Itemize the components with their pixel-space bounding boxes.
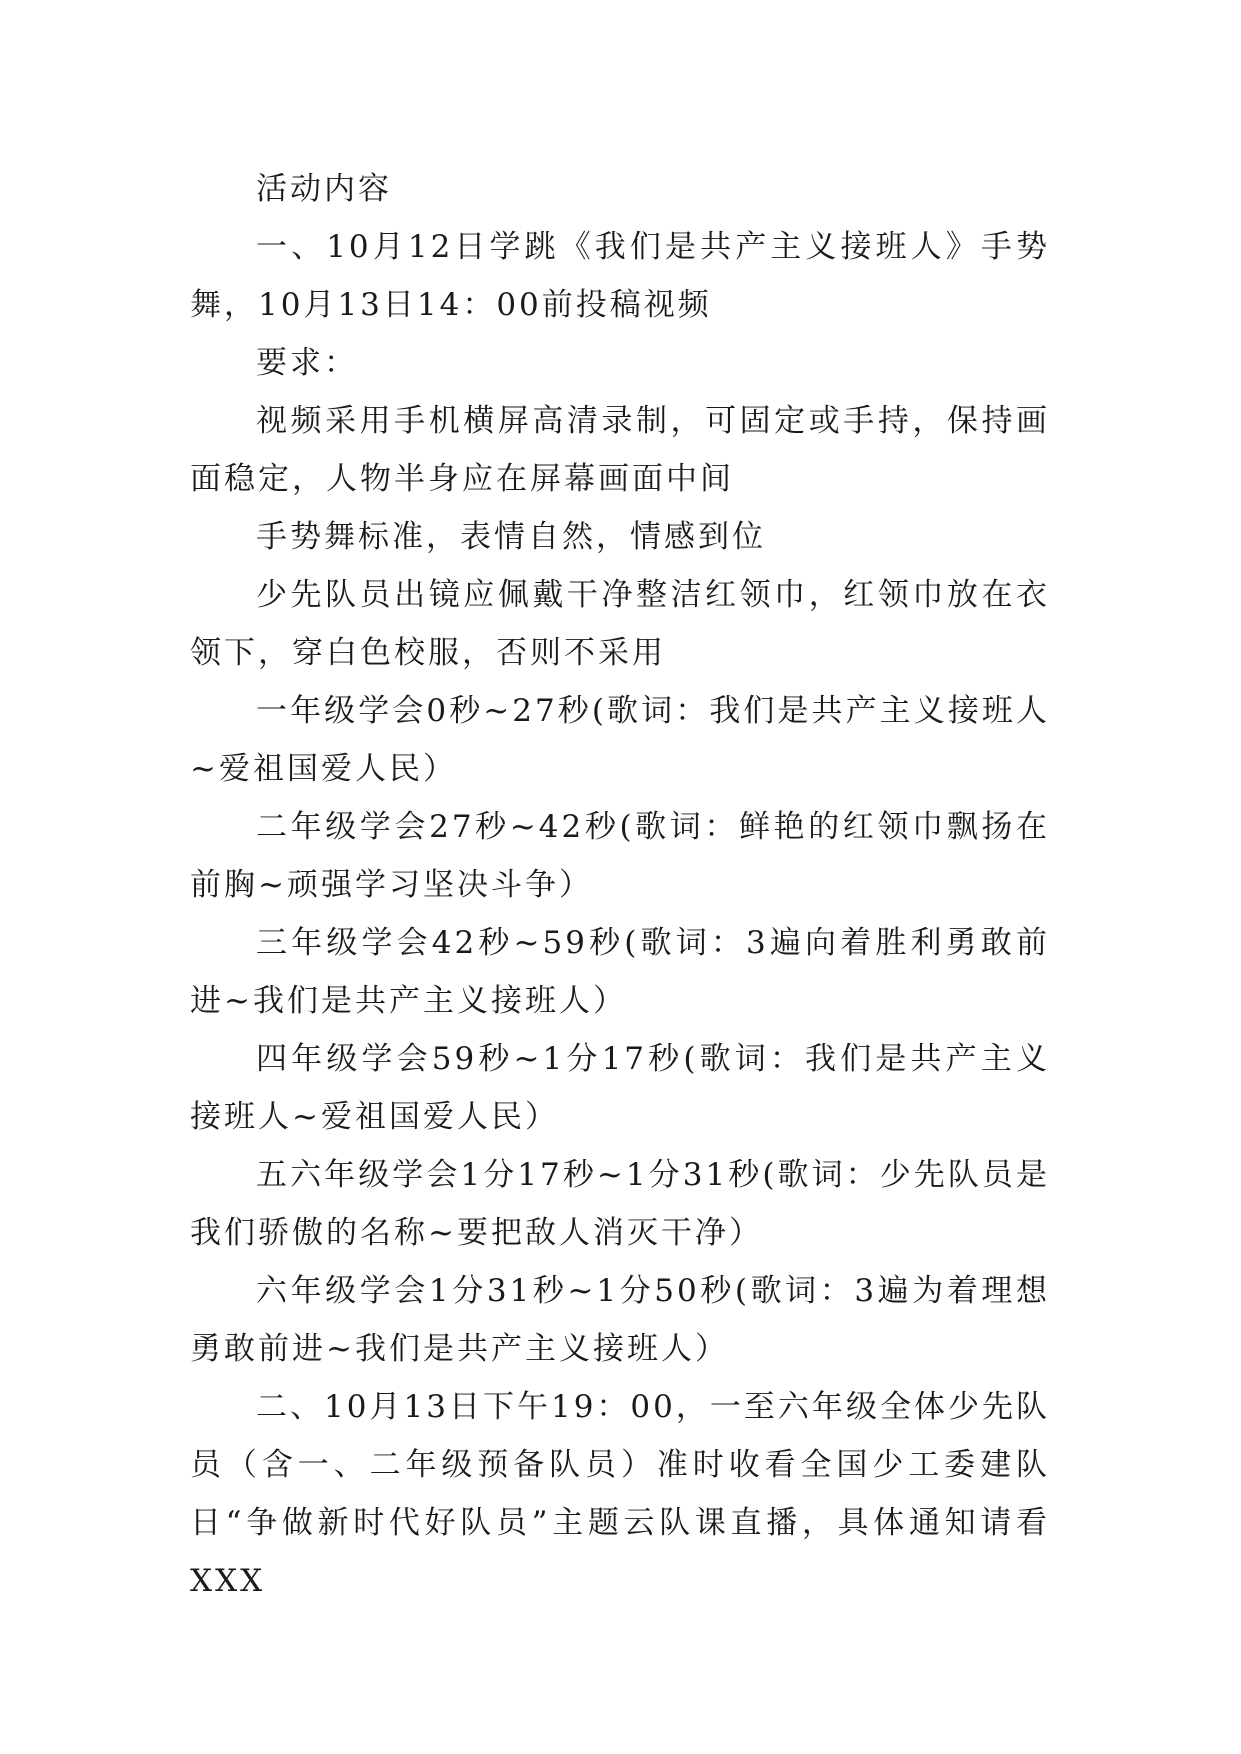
item-one-dance-submission: 一、10月12日学跳《我们是共产主义接班人》手势舞，10月13日14：00前投稿视频: [190, 229, 1050, 323]
grade-five-six-segment: 五六年级学会1分17秒~1分31秒(歌词：少先队员是我们骄傲的名称~要把敌人消灭干净）: [190, 1157, 1050, 1251]
grade-six-segment: 六年级学会1分31秒~1分50秒(歌词：3遍为着理想勇敢前进~我们是共产主义接班人）: [190, 1273, 1050, 1367]
requirement-dress-code: 少先队员出镜应佩戴干净整洁红领巾，红领巾放在衣领下，穿白色校服，否则不采用: [190, 577, 1050, 671]
grade-two-segment: 二年级学会27秒~42秒(歌词：鲜艳的红领巾飘扬在前胸~顽强学习坚决斗争）: [190, 809, 1050, 903]
grade-four-segment: 四年级学会59秒~1分17秒(歌词：我们是共产主义接班人~爱祖国爱人民）: [190, 1041, 1050, 1135]
grade-three-segment: 三年级学会42秒~59秒(歌词：3遍向着胜利勇敢前进~我们是共产主义接班人）: [190, 925, 1050, 1019]
section-heading-activity-content: 活动内容: [256, 171, 392, 207]
requirement-dance-standard: 手势舞标准，表情自然，情感到位: [256, 519, 766, 555]
item-two-live-broadcast: 二、10月13日下午19：00，一至六年级全体少先队员（含一、二年级预备队员）准时收看全国少工委建队日“争做新时代好队员”主题云队课直播，具体通知请看XXX: [190, 1389, 1050, 1599]
document-body: [190, 160, 1050, 1610]
requirement-video-recording: 视频采用手机横屏高清录制，可固定或手持，保持画面稳定，人物半身应在屏幕画面中间: [190, 403, 1050, 497]
grade-one-segment: 一年级学会0秒~27秒(歌词：我们是共产主义接班人~爱祖国爱人民）: [190, 693, 1050, 787]
requirements-heading: 要求：: [256, 345, 358, 381]
